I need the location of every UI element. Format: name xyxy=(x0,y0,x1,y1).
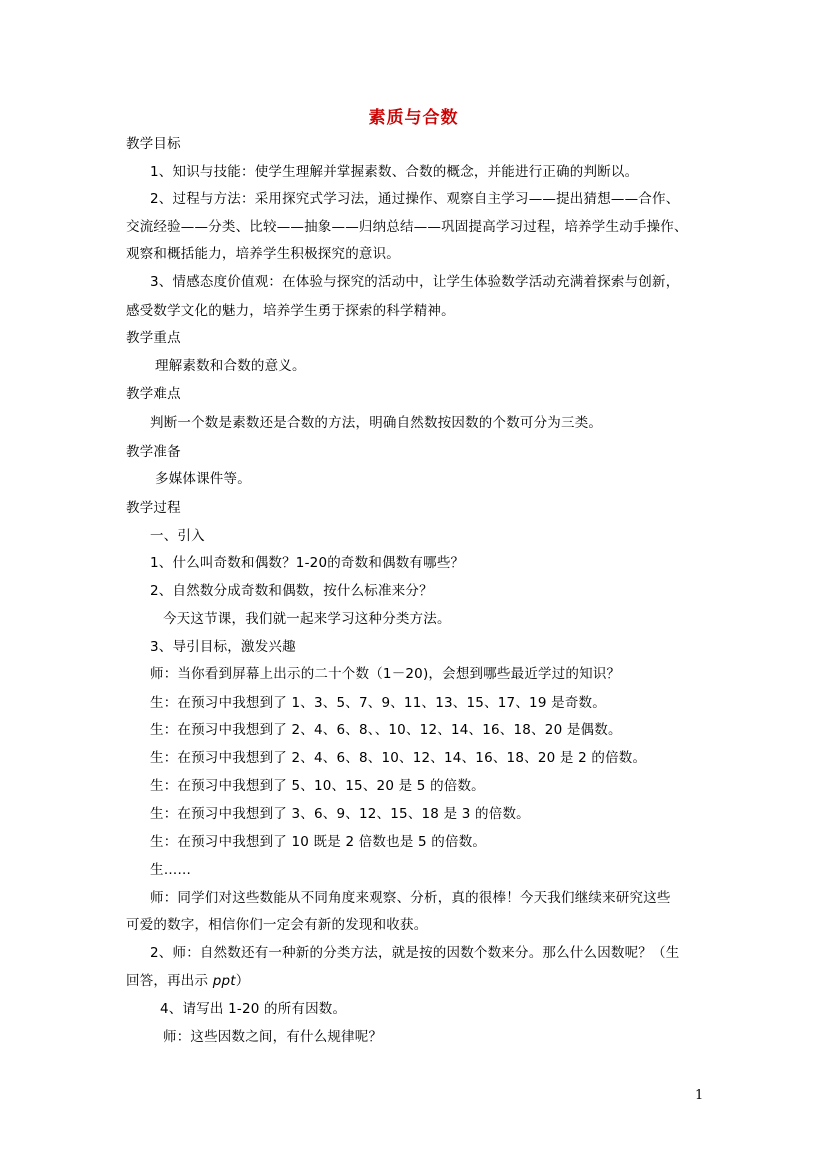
teacher-praise-line-1: 师：同学们对这些数能从不同角度来观察、分析，真的很棒！今天我们继续来研究这些 xyxy=(150,890,671,906)
document-title: 素质与合数 xyxy=(368,108,459,128)
goal-2-line-3: 观察和概括能力，培养学生积极探究的意识。 xyxy=(126,246,400,262)
goal-2-line-2: 交流经验——分类、比较——抽象——归纳总结——巩固提高学习过程，培养学生动手操作、 xyxy=(126,219,688,235)
goals-heading: 教学目标 xyxy=(126,136,181,152)
student-answer-4: 生：在预习中我想到了 5、10、15、20 是 5 的倍数。 xyxy=(150,778,485,794)
page-number: 1 xyxy=(695,1088,704,1103)
ppt-text: ppt xyxy=(212,973,236,989)
focus-heading: 教学重点 xyxy=(126,330,181,346)
student-answer-2: 生：在预习中我想到了 2、4、6、8、、10、12、14、16、18、20 是偶数。 xyxy=(150,722,622,738)
goal-3-line-1: 3、情感态度价值观：在体验与探究的活动中，让学生体验数学活动充满着探索与创新， xyxy=(150,274,680,290)
difficulty-text: 判断一个数是素数还是合数的方法，明确自然数按因数的个数可分为三类。 xyxy=(150,415,603,431)
student-answer-3: 生：在预习中我想到了 2、4、6、8、10、12、14、16、18、20 是 2 的倍数。 xyxy=(150,750,647,766)
student-answer-1: 生：在预习中我想到了 1、3、5、7、9、11、13、15、17、19 是奇数。 xyxy=(150,695,606,711)
step-2-line-2-text-a: 回答，再出示 xyxy=(126,973,213,989)
today-text: 今天这节课，我们就一起来学习这种分类方法。 xyxy=(163,611,451,627)
teacher-rule-question: 师：这些因数之间，有什么规律呢？ xyxy=(163,1029,383,1045)
goal-2-line-1: 2、过程与方法：采用探究式学习法，通过操作、观察自主学习——提出猜想——合作、 xyxy=(150,191,680,207)
step-2-line-1: 2、师：自然数还有一种新的分类方法，就是按的因数个数来分。那么什么因数呢？（生 xyxy=(150,945,680,961)
step-2-line-2-text-b: ） xyxy=(235,973,250,989)
process-heading: 教学过程 xyxy=(126,500,181,516)
question-2: 2、自然数分成奇数和偶数，按什么标准来分？ xyxy=(150,583,433,599)
focus-text: 理解素数和合数的意义。 xyxy=(155,358,306,374)
goal-1: 1、知识与技能：使学生理解并掌握素数、合数的概念，并能进行正确的判断以。 xyxy=(150,164,639,180)
step-3: 3、导引目标，激发兴趣 xyxy=(150,639,296,655)
prep-heading: 教学准备 xyxy=(126,444,181,460)
question-1: 1、什么叫奇数和偶数？1-20的奇数和偶数有哪些？ xyxy=(150,555,465,571)
step-2-line-2 xyxy=(126,972,249,990)
teacher-question: 师：当你看到屏幕上出示的二十个数（1－20)，会想到哪些最近学过的知识？ xyxy=(150,666,621,682)
step-4: 4、请写出 1-20 的所有因数。 xyxy=(160,1001,347,1017)
student-answer-6: 生：在预习中我想到了 10 既是 2 倍数也是 5 的倍数。 xyxy=(150,834,487,850)
student-answer-5: 生：在预习中我想到了 3、6、9、12、15、18 是 3 的倍数。 xyxy=(150,806,530,822)
difficulty-heading: 教学难点 xyxy=(126,386,181,402)
intro-heading: 一、引入 xyxy=(150,528,205,544)
student-answer-7: 生…… xyxy=(150,862,192,878)
goal-3-line-2: 感受数学文化的魅力，培养学生勇于探索的科学精神。 xyxy=(126,303,455,319)
teacher-praise-line-2: 可爱的数字，相信你们一定会有新的发现和收获。 xyxy=(126,917,428,933)
prep-text: 多媒体课件等。 xyxy=(155,471,251,487)
